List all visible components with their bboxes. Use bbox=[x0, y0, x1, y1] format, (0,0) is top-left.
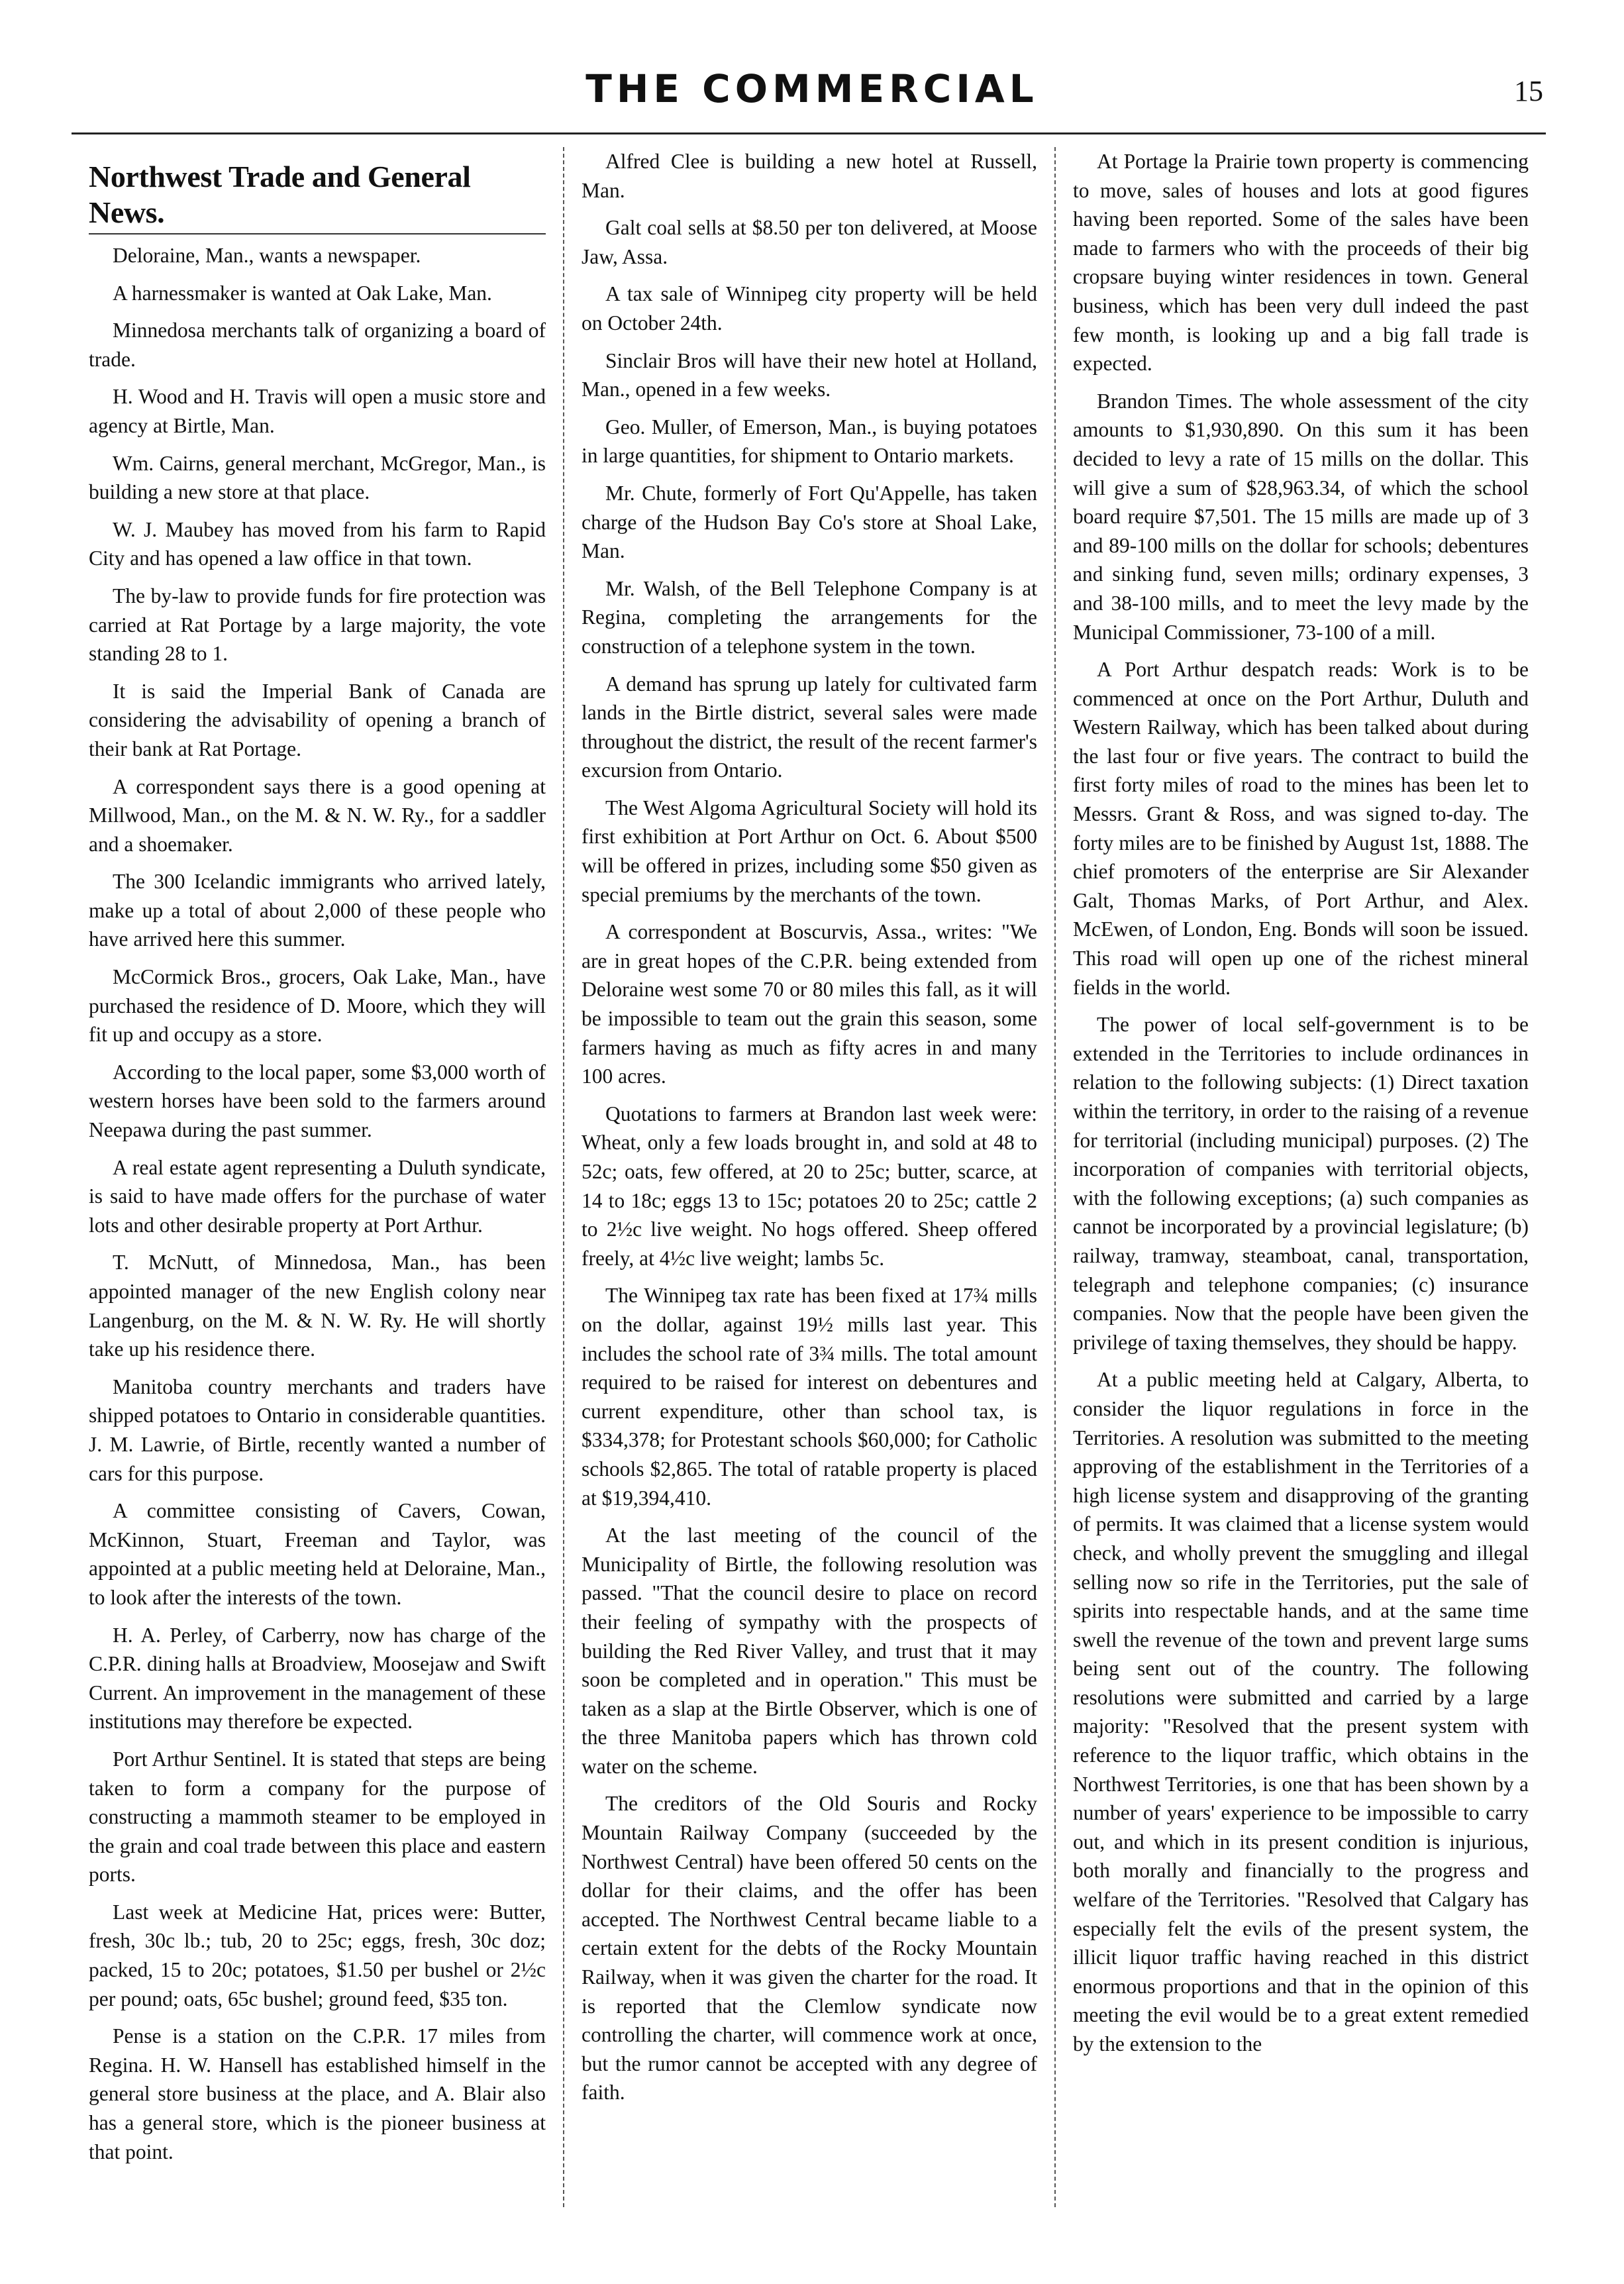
news-item: The 300 Icelandic immigrants who arrived lately, make up a total of about 2,000 of these people who have arrived here this summer. bbox=[89, 870, 546, 951]
header-rule bbox=[72, 132, 1546, 134]
news-item: The Winnipeg tax rate has been fixed at 17¾ mills on the dollar, against 19½ mills last year. This includes the school rate of 3¾ mills. The total amount required to be raised for interest on debentures and current expenditure, other than school tax, is $334,378; for Protestant schools $60,000; for Catholic schools $2,865. The total of ratable property is placed at $19,394,410. bbox=[582, 1284, 1037, 1510]
news-item: Port Arthur Sentinel. It is stated that steps are being taken to form a company for the purpose of constructing a mammoth steamer to be employed in the grain and coal trade between this place and eastern ports. bbox=[89, 1747, 546, 1887]
news-item: H. A. Perley, of Carberry, now has charge of the C.P.R. dining halls at Broadview, Moosejaw and Swift Current. An improvement in the management of these institutions may therefore be expected. bbox=[89, 1623, 546, 1734]
news-item: Mr. Chute, formerly of Fort Qu'Appelle, has taken charge of the Hudson Bay Co's store at Shoal Lake, Man. bbox=[582, 481, 1037, 563]
news-item: A demand has sprung up lately for cultivated farm lands in the Birtle district, several sales were made throughout the district, the result of the recent farmer's excursion from Ontario. bbox=[582, 672, 1037, 782]
news-item: Manitoba country merchants and traders have shipped potatoes to Ontario in considerable quantities. J. M. Lawrie, of Birtle, recently wanted a number of cars for this purpose. bbox=[89, 1375, 546, 1485]
news-item: At the last meeting of the council of the Municipality of Birtle, the following resolution was passed. "That the council desire to place on record their feeling of sympathy with the prospects of building the Red River Valley, and trust that it may soon be completed and in operation." This must be taken as a slap at the Birtle Observer, which is one of the three Manitoba papers which has thrown cold water on the scheme. bbox=[582, 1524, 1037, 1778]
news-item: Last week at Medicine Hat, prices were: Butter, fresh, 30c lb.; tub, 20 to 25c; eggs, fresh, 30c doz; packed, 15 to 20c; potatoes, $1.50 per bushel or 2½c per pound; oats, 65c bushel; ground feed, $35 ton. bbox=[89, 1900, 546, 2010]
news-item: The by-law to provide funds for fire protection was carried at Rat Portage by a large majority, the vote standing 28 to 1. bbox=[89, 584, 546, 666]
news-item: A real estate agent representing a Duluth syndicate, is said to have made offers for the purchase of water lots and other desirable property at Port Arthur. bbox=[89, 1155, 546, 1237]
news-item: H. Wood and H. Travis will open a music store and agency at Birtle, Man. bbox=[89, 385, 546, 437]
news-item: It is said the Imperial Bank of Canada are considering the advisability of opening a branch of their bank at Rat Portage. bbox=[89, 679, 546, 760]
column-3 bbox=[1054, 147, 1546, 2207]
news-item: Minnedosa merchants talk of organizing a board of trade. bbox=[89, 319, 546, 371]
section-heading: Northwest Trade and General News. bbox=[89, 160, 471, 229]
news-item: Pense is a station on the C.P.R. 17 miles from Regina. H. W. Hansell has established himself in the general store business at the place, and A. Blair also has a general store, which is the pioneer business at that point. bbox=[89, 2024, 546, 2163]
page-number: 15 bbox=[1514, 75, 1543, 107]
news-item: According to the local paper, some $3,000 worth of western horses have been sold to the farmers around Neepawa during the past summer. bbox=[89, 1060, 546, 1142]
news-item: Quotations to farmers at Brandon last week were: Wheat, only a few loads brought in, and sold at 48 to 52c; oats, few offered, at 20 to 25c; butter, scarce, at 14 to 18c; eggs 13 to 15c; potatoes 20 to 25c; cattle 2 to 2½c live weight. No hogs offered. Sheep offered freely, at 4½c live weight; lambs 5c. bbox=[582, 1102, 1037, 1270]
column-1 bbox=[72, 147, 563, 2207]
news-item: Sinclair Bros will have their new hotel at Holland, Man., opened in a few weeks. bbox=[582, 348, 1037, 401]
news-item: A tax sale of Winnipeg city property will be held on October 24th. bbox=[582, 282, 1037, 335]
news-item: T. McNutt, of Minnedosa, Man., has been appointed manager of the new English colony near Langenburg, on the M. & N. W. Ry. He will shortly take up his residence there. bbox=[89, 1251, 546, 1361]
news-item: A correspondent says there is a good opening at Millwood, Man., on the M. & N. W. Ry., for a saddler and a shoemaker. bbox=[89, 774, 546, 856]
page-header bbox=[0, 0, 1624, 152]
news-item: At Portage la Prairie town property is commencing to move, sales of houses and lots at good figures having been reported. Some of the sales have been made to farmers who with the proceeds of their big cropsare buying winter residences in town. General business, which has been very dull indeed the past few month, is looking up and a big fall trade is expected. bbox=[1073, 150, 1529, 376]
article-columns bbox=[72, 147, 1546, 2207]
news-item: A harnessmaker is wanted at Oak Lake, Man. bbox=[113, 281, 492, 305]
news-item: Alfred Clee is building a new hotel at Russell, Man. bbox=[582, 150, 1037, 202]
news-item: A correspondent at Boscurvis, Assa., writes: "We are in great hopes of the C.P.R. being extended from Deloraine west some 70 or 80 miles this fall, as it will be impossible to team out the grain this season, some farmers having as much as fifty acres in and many 100 acres. bbox=[582, 920, 1037, 1088]
news-item: A Port Arthur despatch reads: Work is to be commenced at once on the Port Arthur, Duluth and Western Railway, which has been talked about during the last four or five years. The contract to build the first forty miles of road to the mines has been let to Messrs. Grant & Ross, and was signed to-day. The forty miles are to be finished by August 1st, 1888. The chief promoters of the enterprise are Sir Alexander Galt, Thomas Marks, of Port Arthur, and Alex. McEwen, of London, Eng. Bonds will soon be issued. This road will open up one of the richest mineral fields in the world. bbox=[1073, 658, 1529, 999]
news-item: Mr. Walsh, of the Bell Telephone Company is at Regina, completing the arrangements for the construction of a telephone system in the town. bbox=[582, 576, 1037, 658]
column-2 bbox=[563, 147, 1054, 2207]
news-item: At a public meeting held at Calgary, Alberta, to consider the liquor regulations in force in the Territories. A resolution was submitted to the meeting approving of the establishment in the Territories of a high license system and disapproving of the granting of permits. It was claimed that a license system would check, and wholly prevent the smuggling and illegal selling now so rife in the Territories, put the sale of spirits into respectable hands, and at the same time swell the revenue of the town and prevent large sums being sent out of the country. The following resolutions were submitted and carried by a large majority: "Resolved that the present system with reference to the liquor traffic, which obtains in the Northwest Territories, is one that has been shown by a number of years' experience to be impossible to carry out, and which in its present condition is injurious, both morally and financially to the progress and welfare of the Territories. "Resolved that Calgary has especially felt the evils of the present system, the illicit liquor traffic having reached in this district enormous proportions and that in the opinion of this meeting the evil would be to a great extent remedied by the extension to the bbox=[1073, 1368, 1529, 2055]
masthead-title: THE COMMERCIAL bbox=[585, 66, 1039, 111]
news-item: A committee consisting of Cavers, Cowan, McKinnon, Stuart, Freeman and Taylor, was appointed at a public meeting held at Deloraine, Man., to look after the interests of the town. bbox=[89, 1499, 546, 1609]
news-item: McCormick Bros., grocers, Oak Lake, Man., have purchased the residence of D. Moore, which they will fit up and occupy as a store. bbox=[89, 965, 546, 1047]
news-item: Galt coal sells at $8.50 per ton delivered, at Moose Jaw, Assa. bbox=[582, 216, 1037, 268]
news-item: Brandon Times. The whole assessment of the city amounts to $1,930,890. On this sum it has been decided to levy a rate of 15 mills on the dollar. This will give a sum of $28,963.34, of which the school board require $7,501. The 15 mills are made up of 3 and 89-100 mills on the dollar for schools; debentures and sinking fund, seven mills; ordinary expenses, 3 and 38-100 mills, and to meet the levy made by the Municipal Commissioner, 73-100 of a mill. bbox=[1073, 389, 1529, 644]
news-item: Deloraine, Man., wants a newspaper. bbox=[113, 244, 421, 267]
news-item: The West Algoma Agricultural Society will hold its first exhibition at Port Arthur on Oct. 6. About $500 will be offered in prizes, including some $50 given as special premiums by the merchants of the town. bbox=[582, 796, 1037, 906]
news-item: The creditors of the Old Souris and Rocky Mountain Railway Company (succeeded by the Northwest Central) have been offered 50 cents on the dollar for their claims, and the offer has been accepted. The Northwest Central became liable to a certain extent for the debts of the Rocky Mountain Railway, when it was given the charter for the road. It is reported that the Clemlow syndicate now controlling the charter, will commence work at once, but the rumor cannot be accepted with any degree of faith. bbox=[582, 1792, 1037, 2104]
news-item: The power of local self-government is to be extended in the Territories to include ordinances in relation to the following subjects: (1) Direct taxation within the territory, in order to the raising of a revenue for territorial (including municipal) purposes. (2) The incorporation of companies with territorial objects, with the following exceptions; (a) such companies as cannot be incorporated by a provincial legislature; (b) railway, tramway, steamboat, canal, transportation, telegraph and telephone companies; (c) insurance companies. Now that the people have been given the privilege of taxing themselves, they should be happy. bbox=[1073, 1013, 1529, 1354]
news-item: Geo. Muller, of Emerson, Man., is buying potatoes in large quantities, for shipment to Ontario markets. bbox=[582, 415, 1037, 468]
news-item: W. J. Maubey has moved from his farm to Rapid City and has opened a law office in that town. bbox=[89, 517, 546, 570]
news-item: Wm. Cairns, general merchant, McGregor, Man., is building a new store at that place. bbox=[89, 451, 546, 504]
heading-rule bbox=[89, 233, 546, 234]
